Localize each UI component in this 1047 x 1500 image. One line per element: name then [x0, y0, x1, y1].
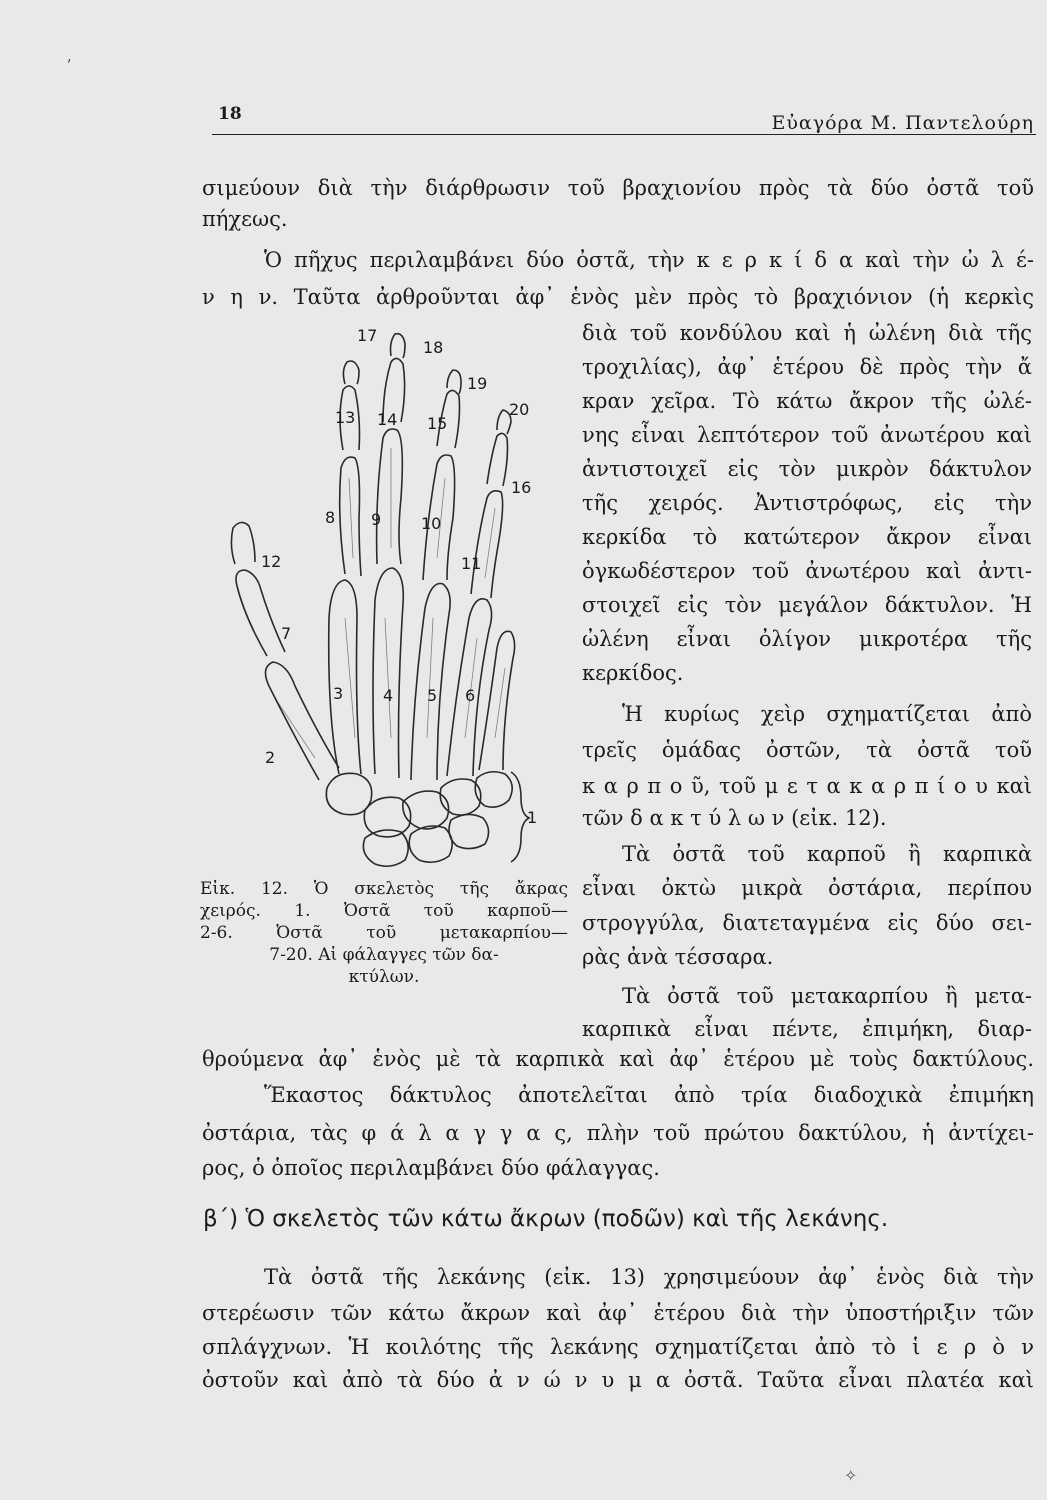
figure-label: 1 — [527, 808, 538, 827]
figure-label: 20 — [509, 400, 530, 419]
text-line: Τὰ ὀστᾶ τῆς λεκάνης (εἰκ. 13) χρησιμεύουν ἀφ᾽ ἑνὸς διὰ τὴν — [264, 1265, 1034, 1289]
text-line: τῶν δ α κ τ ύ λ ω ν (εἰκ. 12). — [582, 806, 887, 830]
text-line: Τὰ ὀστᾶ τοῦ μετακαρπίου ἢ μετα- — [622, 984, 1032, 1008]
text-line: τροχιλίας), ἀφ᾽ ἑτέρου δὲ πρὸς τὴν ἄ — [582, 355, 1032, 379]
page-header — [212, 100, 1036, 135]
figure-label: 4 — [383, 686, 394, 705]
text-line: θρούμενα ἀφ᾽ ἑνὸς μὲ τὰ καρπικὰ καὶ ἀφ᾽ ἑτέρου μὲ τοὺς δακτύλους. — [202, 1047, 1034, 1071]
text-line: ὠλένη εἶναι ὀλίγον μικροτέρα τῆς — [582, 627, 1032, 651]
text-line: τρεῖς ὁμάδας ὀστῶν, τὰ ὀστᾶ τοῦ — [582, 738, 1032, 762]
text-line: σιμεύουν διὰ τὴν διάρθρωσιν τοῦ βραχιονίου πρὸς τὰ δύο ὀστᾶ τοῦ — [202, 176, 1034, 200]
figure-label: 8 — [325, 508, 336, 527]
text-line: ρος, ὁ ὁποῖος περιλαμβάνει δύο φάλαγγας. — [202, 1156, 660, 1180]
text-line: κραν χεῖρα. Τὸ κάτω ἄκρον τῆς ὠλέ- — [582, 389, 1032, 413]
section-heading: β´) Ὁ σκελετὸς τῶν κάτω ἄκρων (ποδῶν) καὶ τῆς λεκάνης. — [203, 1206, 889, 1232]
figure-label: 13 — [335, 408, 356, 427]
text-line: καρπικὰ εἶναι πέντε, ἐπιμήκη, διαρ- — [582, 1017, 1032, 1041]
caption-line: χειρός. 1. Ὀστᾶ τοῦ καρποῦ— — [200, 901, 568, 921]
text-line: νης εἶναι λεπτότερον τοῦ ἀνωτέρου καὶ — [582, 423, 1032, 447]
text-line: ν η ν. Ταῦτα ἀρθροῦνται ἀφ᾽ ἑνὸς μὲν πρὸς τὸ βραχιόνιον (ἡ κερκὶς — [202, 285, 1034, 309]
text-line: σπλάγχνων. Ἡ κοιλότης τῆς λεκάνης σχηματίζεται ἀπὸ τὸ ἱ ε ρ ὸ ν — [202, 1335, 1034, 1359]
figure-label: 5 — [427, 686, 438, 705]
text-line: κερκίδα τὸ κατώτερον ἄκρον εἶναι — [582, 525, 1032, 549]
figure-label: 19 — [467, 374, 488, 393]
text-line: ὀγκωδέστερον τοῦ ἀνωτέρου καὶ ἀντι- — [582, 559, 1032, 583]
text-line: κερκίδος. — [582, 661, 684, 685]
caption-line: κτύλων. — [348, 967, 420, 987]
text-line: ὀστοῦν καὶ ἀπὸ τὰ δύο ἀ ν ώ ν υ μ α ὀστᾶ. Ταῦτα εἶναι πλατέα καὶ — [202, 1368, 1034, 1392]
text-line: στερέωσιν τῶν κάτω ἄκρων καὶ ἀφ᾽ ἑτέρου διὰ τὴν ὑποστήριξιν τῶν — [202, 1301, 1034, 1325]
figure-label: 10 — [421, 514, 442, 533]
text-line: κ α ρ π ο ῦ, τοῦ μ ε τ α κ α ρ π ί ο υ καὶ — [582, 774, 1032, 798]
text-line: διὰ τοῦ κονδύλου καὶ ἡ ὠλένη διὰ τῆς — [582, 321, 1032, 345]
text-line: Τὰ ὀστᾶ τοῦ καρποῦ ἢ καρπικὰ — [622, 842, 1032, 866]
text-line: τῆς χειρός. Ἀντιστρόφως, εἰς τὴν — [582, 491, 1032, 515]
figure-label: 18 — [423, 338, 444, 357]
text-line: ρὰς ἀνὰ τέσσαρα. — [582, 945, 774, 969]
figure-label: 7 — [281, 624, 292, 643]
figure-label: 17 — [357, 326, 378, 345]
figure-label: 2 — [265, 748, 276, 767]
text-line: πήχεως. — [202, 207, 288, 231]
hand-skeleton-figure — [215, 318, 545, 873]
text-line: ὀστάρια, τὰς φ ά λ α γ γ α ς, πλὴν τοῦ πρώτου δακτύλου, ἡ ἀντίχει- — [202, 1121, 1034, 1145]
caption-line: 7-20. Αἱ φάλαγγες τῶν δα- — [269, 945, 499, 965]
hand-skeleton-drawing — [215, 318, 545, 873]
text-line: ἀντιστοιχεῖ εἰς τὸν μικρὸν δάκτυλον — [582, 457, 1032, 481]
text-line: στοιχεῖ εἰς τὸν μεγάλον δάκτυλον. Ἡ — [582, 593, 1032, 617]
text-line: Ἕκαστος δάκτυλος ἀποτελεῖται ἀπὸ τρία διαδοχικὰ ἐπιμήκη — [264, 1083, 1034, 1107]
caption-line: 2-6. Ὀστᾶ τοῦ μετακαρπίου— — [200, 923, 568, 943]
figure-label: 16 — [511, 478, 532, 497]
running-head: Εὐαγόρα Μ. Παντελούρη — [771, 112, 1034, 134]
figure-label: 14 — [377, 410, 398, 429]
text-line: Ὁ πῆχυς περιλαμβάνει δύο ὀστᾶ, τὴν κ ε ρ κ ί δ α καὶ τὴν ὠ λ έ- — [264, 248, 1034, 272]
figure-label: 9 — [371, 510, 382, 529]
caption-line: Εἰκ. 12. Ὁ σκελετὸς τῆς ἄκρας — [200, 879, 568, 899]
margin-mark: ʼ — [66, 56, 72, 75]
figure-caption — [200, 878, 568, 988]
figure-label: 6 — [465, 686, 476, 705]
text-line: Ἡ κυρίως χεὶρ σχηματίζεται ἀπὸ — [622, 702, 1032, 726]
figure-label: 12 — [261, 552, 282, 571]
page-number: 18 — [218, 104, 242, 124]
figure-label: 3 — [333, 684, 344, 703]
margin-mark: ✧ — [844, 1466, 858, 1485]
figure-label: 15 — [427, 414, 448, 433]
figure-label: 11 — [461, 554, 482, 573]
text-line: στρογγύλα, διατεταγμένα εἰς δύο σει- — [582, 911, 1032, 935]
text-line: εἶναι ὀκτὼ μικρὰ ὀστάρια, περίπου — [582, 876, 1032, 900]
